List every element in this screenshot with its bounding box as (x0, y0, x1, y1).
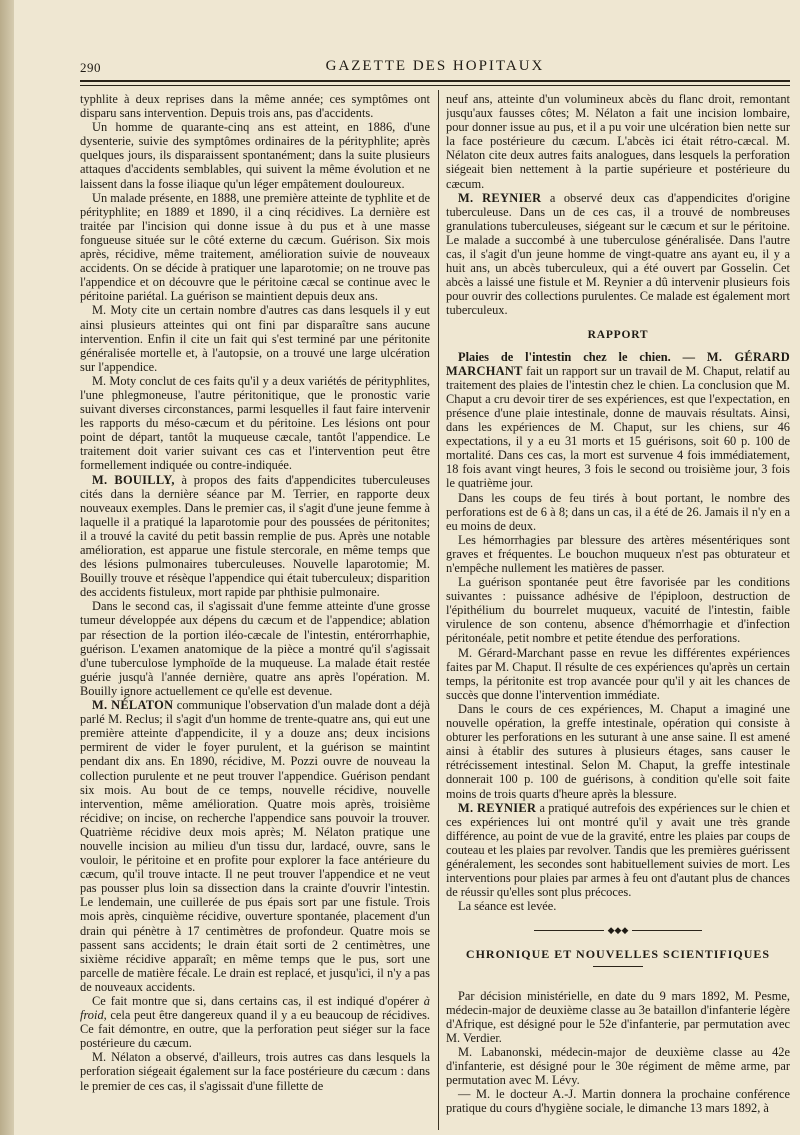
paragraph (446, 350, 790, 491)
section-title-rapport: RAPPORT (587, 328, 649, 341)
title-underline (593, 966, 643, 967)
italic-text: à froid (80, 994, 430, 1023)
paragraph: M. Labanonski, médecin-major de deuxième classe au 42e d'infanterie, est désigné pour le 30e régiment de même arme, par permutation avec M. Lévy. (446, 1044, 790, 1088)
paragraph: M. Moty conclut de ces faits qu'il y a deux variétés de pérityphlites, l'une phlegmoneuse, l'autre péritonitique, que le pronostic varie suivant diverses circonstances, parmi lesquelles il faut faire intervenir les rapports du méso-cæcum et du péritoine. Les lésions ont pour point de départ, tantôt la muqueuse cæcale, tantôt l'appendice. Le traitement doit varier suivant ces cas et l'intervention peut être formellement indiquée ou contre-indiquée. (80, 373, 430, 473)
paragraph: neuf ans, atteinte d'un volumineux abcès du flanc droit, remontant jusqu'aux fausses côtes; M. Nélaton a fait une incision lombaire, pour donner issue au pus, et il a pu voir une ulcération bien nette sur la face postérieure du cæcum. L'abcès ici était rétro-cæcal. M. Nélaton cite deux autres faits analogues, dans lesquels la perforation siégeait bien nettement à la partie supérieure et postérieure du cæcum. (446, 92, 790, 191)
speaker-name: M. REYNIER (458, 190, 542, 205)
right-column (446, 92, 790, 1132)
paragraph-text: , cela peut être dangereux quand il y a eu beaucoup de récidives. Ce fait démontre, en outre, que la perforation peut siéger sur la face postérieure du cæcum. (80, 1008, 430, 1051)
speaker-name: M. REYNIER (458, 800, 537, 815)
paragraph: M. Gérard-Marchant passe en revue les différentes expériences faites par M. Chaput. Il résulte de ces expériences qu'après un certain temps, la péritonite est trop avancée pour qu'il y ait les chances de succès que donne l'intervention immédiate. (446, 645, 790, 702)
separator-line (534, 930, 604, 931)
paragraph: La guérison spontanée peut être favorisée par les conditions suivantes : puissance adhésive de l'épiploon, destruction de l'épithélium du bourrelet muqueux, vacuité de l'intestin, faible virulence de son contenu, absence d'hémorrhagie et d'infection péritonéale, petit nombre et petite étendue des perforations. (446, 575, 790, 646)
paragraph-text: à propos des faits d'appendicites tuberculeuses cités dans la dernière séance par M. Terrier, en rapporte deux nouveaux exemples. Dans le premier cas, il s'agit d'une jeune femme à laquelle il a pratiqué la laparotomie pour des poussées de péritonites; il a trouvé la cavité du petit bassin remplie de pus. Après une notable amélioration, est apparue une fistule stercorale, en même temps que des lésions pulmonaires tuberculeuses. Nouvelle laparotomie; M. Bouilly trouve et résèque l'appendice qui était tuberculeux; disparition des accidents fistuleux, mort rapide par phthisie pulmonaire. (80, 472, 430, 600)
paragraph-text: fait un rapport sur un travail de M. Chaput, relatif au traitement des plaies de l'intestin chez le chien. La conclusion que M. Chaput a cru devoir tirer de ses expériences, est que l'expectation, en présence d'une plaie intestinale, donne de mauvais résultats. Ainsi, dans les expériences de M. Chaput, sur les chiens, sur 46 expectations, il y a eu 31 morts et 15 guérisons, soit 60 p. 100 de mortalité. Dans ces cas, la mort est survenue 4 fois immédiatement, 18 fois avant vingt heures, 3 fois le second ou troisième jour, 3 fois le quatrième jour. (446, 363, 790, 491)
journal-title: GAZETTE DES HOPITAUX (325, 58, 545, 74)
paragraph: — M. le docteur A.-J. Martin donnera la prochaine conférence pratique du cours d'hygiène sociale, le dimanche 13 mars 1892, à (446, 1087, 790, 1116)
paragraph: Un homme de quarante-cinq ans est atteint, en 1886, d'une dysenterie, suivie des symptômes ordinaires de la pérityphlite; après quelques jours, ils disparaissent spontanément; dans la suite plusieurs attaques d'accidents semblables, qui suivent la même évolution et ne laissent dans la fosse iliaque qu'un léger empâtement douloureux. (80, 120, 430, 191)
binding-gutter (0, 0, 14, 1135)
paragraph: Dans le second cas, il s'agissait d'une femme atteinte d'une grosse tumeur développée aux dépens du cæcum et de l'appendice; ablation par résection de la portion iléo-cæcale de l'intestin, entérorrhaphie, guérison. L'examen anatomique de la pièce a montré qu'il s'agissait d'une tuberculose lymphoïde de la muqueuse. La malade était restée guérie jusqu'à l'année dernière, quatre ans après l'opération. M. Bouilly ignore actuellement ce qu'elle est devenue. (80, 599, 430, 698)
header-rule-thick (80, 80, 790, 82)
paragraph: Les hémorrhagies par blessure des artères mésentériques sont graves et fréquentes. Le bouchon muqueux n'est pas obturateur et n'empêche nullement les matières de passer. (446, 532, 790, 575)
paragraph-text: a observé deux cas d'appendicites d'origine tuberculeuse. Dans un de ces cas, il a trouvé de nombreuses granulations tuberculeuses, siégeant sur le cæcum et sur le péritoine. Le malade a succombé à une tuberculose généralisée. Dans l'autre cas, il s'agit d'un jeune homme de vingt-quatre ans ayant eu, il y a huit ans, un abcès tuberculeux, qui a été ouvert par Gosselin. Cet abcès a laissé une fistule et M. Reynier a dû intervenir plusieurs fois pour ouvrir des collections purulentes. Ce malade est également mort tuberculeux. (446, 190, 790, 318)
paragraph-text: Ce fait montre que si, dans certains cas, il est indiqué d'opérer (92, 994, 424, 1008)
paragraph (446, 191, 790, 318)
section-title-chronique: CHRONIQUE ET NOUVELLES SCIENTIFIQUES (465, 947, 771, 962)
page-number: 290 (80, 60, 101, 75)
page-header (80, 58, 790, 82)
left-column (80, 92, 430, 1132)
header-rule-thin (80, 85, 790, 86)
paragraph: M. Nélaton a observé, d'ailleurs, trois autres cas dans lesquels la perforation siégeait également sur la face postérieure du cæcum : dans le premier de ces cas, il s'agissait d'une fillette de (80, 1050, 430, 1093)
paragraph: Dans les coups de feu tirés à bout portant, le nombre des perforations est de 6 à 8; dans un cas, il a été de 26. Jamais il n'y en a eu moins de deux. (446, 490, 790, 533)
ornament-icon: ◆◆◆ (607, 925, 629, 936)
paragraph: M. Moty cite un certain nombre d'autres cas dans lesquels il y eut ainsi plusieurs atteintes qui ont fini par disparaître sans aucune intervention. Enfin il cite un fait qui s'est terminé par une péritonite généralisée mortelle et, à l'autopsie, on a trouvé une large ulcération sur l'appendice. (80, 303, 430, 374)
column-divider (438, 90, 439, 1130)
speaker-name: M. NÉLATON (92, 698, 174, 713)
paragraph (80, 698, 430, 994)
paragraph: typhlite à deux reprises dans la même année; ces symptômes ont disparu sans intervention. Depuis trois ans, pas d'accidents. (80, 92, 430, 121)
paragraph (80, 994, 430, 1050)
paragraph (80, 473, 430, 600)
paragraph: Dans le cours de ces expériences, M. Chaput a imaginé une nouvelle opération, la greffe intestinale, opération qui consiste à obturer les perforations en les suturant à une anse saine. Il est amené ainsi à établir des sutures à plusieurs étages, sans causer le rétrécissement intestinal. Selon M. Chaput, la greffe intestinale donnerait 100 p. 100 de guérisons, à condition qu'elle soit faite moins de trois quarts d'heure après la blessure. (446, 701, 790, 801)
paragraph (446, 801, 790, 900)
paragraph-text: communique l'observation d'un malade dont a déjà parlé M. Reclus; il s'agit d'un homme de trente-quatre ans, qui eut une première atteinte d'appendicite, il y a douze ans; deux incisions permirent de vider le foyer purulent, et la guérison se maintint pendant dix ans. En 1890, récidive, M. Pozzi ouvre de nouveau la collection purulente et ne peut trouver l'appendice. Guérison pendant six mois. Au bout de ce temps, nouvelle récidive, nouvelle intervention, même amélioration. Quatre mois après, troisième récidive; on incise, on recherche l'appendice sans pouvoir la trouver. Quatrième récidive deux mois après; M. Nélaton pratique une nouvelle incision au milieu d'un tissu dur, lardacé, ouvre, sans le vouloir, le péritoine et en profite pour explorer la face antérieure du cæcum, qu'il trouve intacte. Il ne peut trouver l'appendice et ne veut pas pousser plus loin sa dissection dans la crainte d'ouvrir l'intestin. Le lendemain, une cuillerée de pus épais sort par une fistule. Trois mois après, cinquième récidive, ouverture spontanée, placement d'un drain qui pénètre à 17 centimètres de profondeur. Quatre mois se passent sans accidents; le drain était sorti de 2 centimètres, une sixième récidive apparaît; en même temps que le pus, sort une parcelle de matière fécale. Le drain est replacé, et jusqu'ici, il n'y a pas de nouveaux accidents. (80, 698, 430, 994)
speaker-name: M. BOUILLY, (92, 472, 175, 487)
separator-line (632, 930, 702, 931)
paragraph: Par décision ministérielle, en date du 9 mars 1892, M. Pesme, médecin-major de deuxième classe au 3e bataillon d'infanterie légère d'Afrique, est désigné pour le 52e d'infanterie, par permutation avec M. Verdier. (446, 988, 790, 1045)
ornamental-separator (446, 923, 790, 937)
closing-line: La séance est levée. (458, 899, 557, 914)
paragraph: Un malade présente, en 1888, une première atteinte de typhlite et de pérityphlite; en 1889 et 1890, il a cinq récidives. La dernière est traitée par l'incision qui donne issue à du pus et à une masse fongueuse située sur le côté externe du cæcum. Guérison. Six mois après, récidive, même traitement, amélioration suivie de nouveaux accidents. On se décide à pratiquer une laparotomie; on ne trouve pas l'appendice et on découvre que le péritoine cæcal se continue avec le péritoine pariétal. La guérison se maintient depuis deux ans. (80, 190, 430, 304)
paragraph-text: a pratiqué autrefois des expériences sur le chien et ces expériences lui ont montré qu'il y avait une très grande différence, au point de vue de la gravité, entre les plaies par coups de couteau et les plaies par revolver. Tandis que les premières guérissent généralement, les secondes sont habituellement suivies de mort. Les interventions pour plaies par armes à feu ont d'autant plus de chances de réussir qu'elles sont plus précoces. (446, 800, 790, 900)
speaker-name: M. GÉRARD MARCHANT (446, 349, 790, 378)
subsection-heading: Plaies de l'intestin chez le chien. — (458, 349, 707, 364)
